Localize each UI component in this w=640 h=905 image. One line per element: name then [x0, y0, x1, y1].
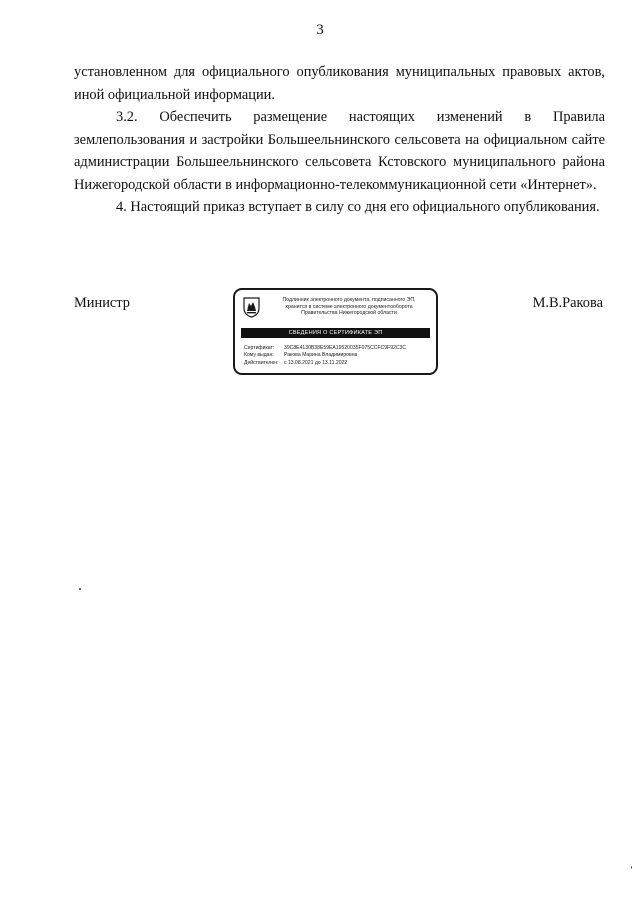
stamp-details — [244, 345, 406, 367]
certificate-serial: 39C8E4130B38E59EA19520035F075CCFC9F92C3C — [284, 345, 407, 351]
signer-name: М.В.Ракова — [532, 295, 603, 311]
stamp-label: Сертификат: — [244, 345, 275, 351]
stamp-row-certificate — [244, 345, 406, 352]
page-number: 3 — [316, 22, 324, 38]
paragraph-publication: установленном для официального опубликования муниципальных правовых актов, иной официальной информации. — [74, 64, 605, 103]
stamp-row-issued-to — [244, 352, 406, 359]
stamp-header — [261, 297, 437, 317]
stamp-header-line: Правительства Нижегородской области — [301, 310, 397, 317]
stamp-header-line: Подлинник электронного документа, подписанного ЭП, — [282, 297, 416, 303]
certificate-owner: Ракова Марина Владимировна — [284, 352, 358, 359]
stamp-banner: СВЕДЕНИЯ О СЕРТИФИКАТЕ ЭП — [241, 328, 430, 338]
signer-role: Министр — [74, 295, 130, 311]
stamp-label: Действителен: — [244, 359, 279, 366]
certificate-validity: с 13.08.2021 до 13.11.2022 — [284, 359, 348, 366]
paragraph-4: 4. Настоящий приказ вступает в силу со дня его официального опубликования. — [116, 199, 600, 215]
electronic-signature-stamp — [233, 288, 438, 375]
scan-speck — [79, 588, 81, 590]
stamp-row-validity — [244, 360, 406, 367]
paragraph-3-2: 3.2. Обеспечить размещение настоящих изменений в Правила землепользования и застройки Большеельнинского сельсовета на официальном сайте администрации Большеельнинского сельсовета Кстовского муниципального района Нижегородской области в информационно-телекоммуникационной сети «Интернет». — [74, 109, 605, 193]
stamp-header-line: хранится в системе электронного документооборота — [285, 303, 413, 310]
coat-of-arms-icon — [243, 297, 260, 318]
scan-speck — [631, 866, 632, 869]
stamp-label: Кому выдан: — [244, 352, 274, 359]
